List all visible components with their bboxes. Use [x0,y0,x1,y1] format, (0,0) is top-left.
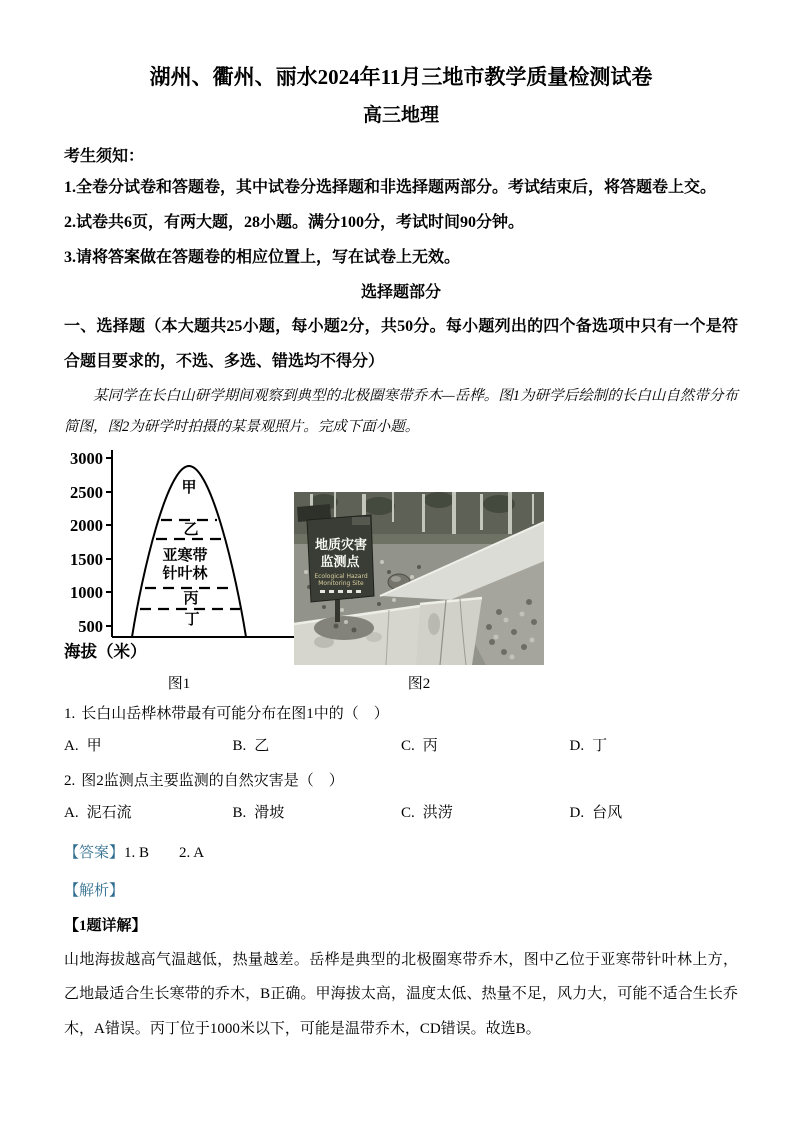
section-instructions: 一、选择题（本大题共25小题，每小题2分，共50分。每小题列出的四个备选项中只有一个是符合题目要求的，不选、多选、错选均不得分） [64,318,738,371]
figure2-caption: 图2 [407,675,431,692]
option-label: A. [64,805,79,822]
y-tick-1000: 1000 [70,582,103,602]
section-part-title: 选择题部分 [360,284,441,302]
answer-label: 【答案】 [64,844,125,861]
notice-heading: 考生须知： [64,147,145,165]
stimulus-paragraph: 某同学在长白山研学期间观察到典型的北极圈寒带乔木—岳桦。图1为研学后绘制的长白山自然带分布简图，图2为研学时拍摄的某景观照片。完成下面小题。 [64,387,738,435]
question-1-option-b [233,734,402,760]
y-tick-1500: 1500 [70,549,103,569]
option-text: 滑坡 [254,805,285,822]
zone-label-belt-line1: 亚寒带 [162,547,208,564]
y-tick-2500: 2500 [70,482,103,502]
question-2-option-d [570,801,739,827]
option-text: 甲 [86,738,102,755]
question-2-number: 2. [64,772,76,789]
page-subtitle: 高三地理 [362,105,439,127]
detail-heading: 【1题详解】 [64,917,147,934]
option-text: 丁 [592,738,608,755]
question-2-option-c [401,801,570,827]
question-2-options [64,801,738,827]
analysis-line [64,878,738,905]
question-2-option-b [233,801,402,827]
question-1 [64,702,738,728]
page-title: 湖州、衢州、丽水2024年11月三地市教学质量检测试卷 [149,65,653,89]
option-label: A. [64,738,79,755]
analysis-label: 【解析】 [64,882,125,899]
question-1-number: 1. [64,705,76,722]
hazard-sign-line1: 地质灾害 [314,537,368,553]
option-text: 泥石流 [86,805,132,822]
figure-captions [64,672,738,693]
option-label: B. [232,805,247,822]
option-label: B. [232,738,247,755]
figure1-elevation-diagram [64,446,294,668]
zone-label-jia: 甲 [181,479,197,496]
figure2-photo-wrap [294,492,544,670]
question-2 [64,769,738,795]
hazard-sign-en1: Ecological Hazard [314,572,368,580]
y-tick-500: 500 [78,616,103,636]
notice-item-3: 3.请将答案做在答题卷的相应位置上，写在试卷上无效。 [64,248,461,266]
question-1-options [64,734,738,760]
figures-row [64,446,738,670]
detail-text: 山地海拔越高气温越低，热量越差。岳桦是典型的北极圈寒带乔木，图中乙位于亚寒带针叶林上方，乙地最适合生长寒带的乔木，B正确。甲海拔太高，温度太低、热量不足，风力大，可能不适合生长乔木，A错误。丙丁位于1000米以下，可能是温带乔木，CD错误。故选B。 [64,951,738,1037]
question-1-option-a [64,734,233,760]
option-text: 洪涝 [422,805,453,822]
question-2-option-a [64,801,233,827]
notice-item-2: 2.试卷共6页，有两大题，28小题。满分100分，考试时间90分钟。 [64,213,525,231]
question-1-option-c [401,734,570,760]
option-text: 乙 [254,738,270,755]
zone-label-bing: 丙 [183,590,199,607]
zone-label-belt-line2: 针叶林 [162,565,208,582]
hazard-sign-en2: Monitoring Site [318,579,364,587]
answer-line [64,840,738,867]
notice-item-1: 1.全卷分试卷和答题卷，其中试卷分选择题和非选择题两部分。考试结束后，将答题卷上交。 [64,178,717,196]
option-label: C. [401,805,415,822]
option-label: C. [401,738,415,755]
question-1-text: 长白山岳桦林带最有可能分布在图1中的（ ） [81,705,389,722]
photo-foreground-wall [412,598,482,665]
figure2-photo [294,492,544,665]
photo-rubble [314,616,374,640]
figure1-caption: 图1 [167,675,191,692]
option-text: 丙 [422,738,438,755]
answer-text: 1. B 2. A [124,844,205,861]
option-text: 台风 [592,805,623,822]
option-label: D. [569,738,585,755]
question-2-text: 图2监测点主要监测的自然灾害是（ ） [81,772,344,789]
option-label: D. [569,805,585,822]
zone-label-yi: 乙 [183,521,199,538]
y-axis-unit-label: 海拔（米） [64,641,147,661]
y-tick-2000: 2000 [70,515,103,535]
question-1-option-d [570,734,739,760]
y-tick-3000: 3000 [70,448,103,468]
zone-label-ding: 丁 [184,611,200,628]
hazard-sign-line2: 监测点 [320,554,360,570]
